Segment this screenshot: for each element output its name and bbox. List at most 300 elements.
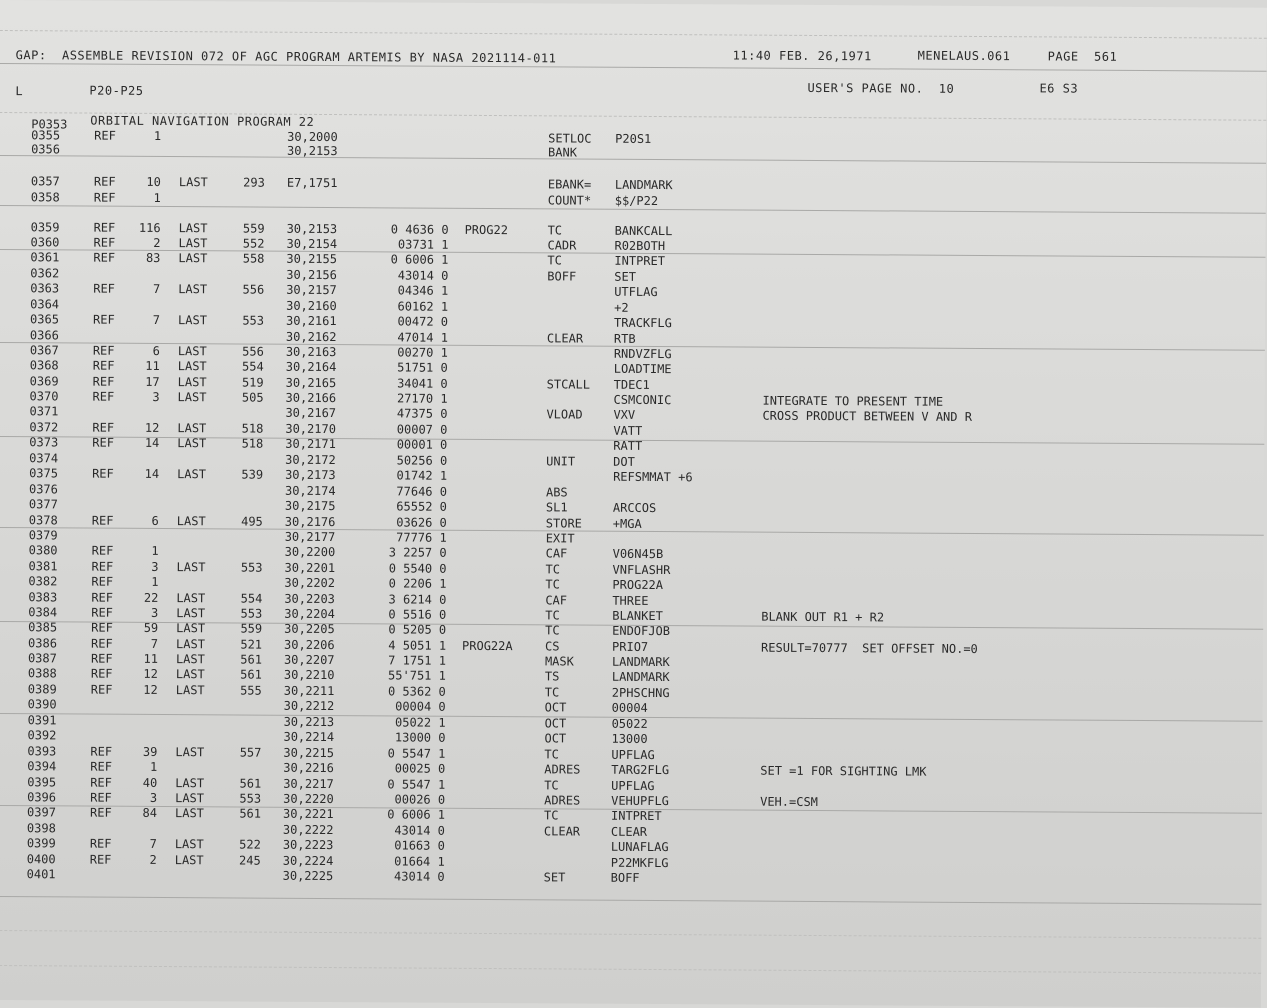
row-addr: 30,2214 (283, 730, 363, 745)
row-operand: UTFLAG (614, 285, 754, 301)
row-ref: REF (91, 606, 121, 621)
row-operand: VNFLASHR (612, 563, 752, 579)
row-lastn: 559 (226, 621, 262, 636)
row-ref: REF (94, 175, 124, 190)
row-op: CAF (545, 593, 609, 608)
row-word: 04346 1 (368, 283, 448, 298)
row-addr: 30,2166 (286, 391, 366, 406)
row-line: 0363 (30, 281, 80, 296)
row-operand: PROG22A (612, 578, 752, 594)
row-line: 0374 (29, 451, 79, 466)
row-addr: 30,2163 (286, 345, 366, 360)
row-ref: REF (93, 236, 123, 251)
row-addr: 30,2225 (283, 869, 363, 884)
row-ref: REF (90, 853, 120, 868)
row-line: 0395 (27, 775, 77, 790)
row-ref: REF (91, 560, 121, 575)
row-last: LAST (177, 514, 217, 529)
row-addr: 30,2153 (287, 222, 367, 237)
row-ref: REF (91, 683, 121, 698)
row-lastn: 505 (228, 390, 264, 405)
row-last: LAST (178, 359, 218, 374)
row-last: LAST (178, 390, 218, 405)
row-addr: 30,2164 (286, 360, 366, 375)
row-addr: 30,2175 (285, 499, 365, 514)
row-ref: REF (92, 436, 122, 451)
row-lastn: 561 (225, 806, 261, 821)
row-operand: VATT (613, 424, 753, 440)
row-op: SETLOC (548, 131, 612, 146)
row-word: 0 5547 1 (365, 777, 445, 792)
row-ref: REF (94, 129, 124, 144)
header-timestamp: 11:40 FEB. 26,1971 (733, 48, 872, 63)
row-operand: UPFLAG (611, 779, 751, 795)
row-operand: 2PHSCHNG (612, 686, 752, 702)
row-word: 00004 0 (366, 699, 446, 714)
row-operand: LANDMARK (612, 655, 752, 671)
row-line: 0362 (30, 266, 80, 281)
row-word: 47375 0 (367, 406, 447, 421)
row-line: 0389 (28, 682, 78, 697)
row-refn: 12 (126, 667, 158, 682)
row-last: LAST (178, 375, 218, 390)
row-operand: LUNAFLAG (611, 840, 751, 856)
row-line: 0359 (31, 220, 81, 235)
row-word: 03626 0 (367, 515, 447, 530)
row-word: 0 5362 0 (366, 684, 446, 699)
row-word: 4 5051 1 (366, 638, 446, 653)
row-op: VLOAD (546, 407, 610, 422)
row-ref: REF (94, 221, 124, 236)
row-line: 0369 (30, 374, 80, 389)
row-comment: SET =1 FOR SIGHTING LMK (760, 764, 1180, 782)
row-refn: 11 (128, 359, 160, 374)
row-op: BANK (548, 145, 612, 160)
row-line: 0378 (29, 513, 79, 528)
row-ref: REF (90, 745, 120, 760)
row-line: 0388 (28, 666, 78, 681)
row-refn: 14 (127, 436, 159, 451)
row-operand: CSMCONIC (614, 393, 754, 409)
row-addr: 30,2157 (286, 283, 366, 298)
row-word: 3 6214 0 (366, 592, 446, 607)
row-refn: 3 (125, 791, 157, 806)
row-comment: INTEGRATE TO PRESENT TIME (763, 394, 1183, 412)
row-word: 00007 0 (367, 422, 447, 437)
row-last: LAST (178, 251, 218, 266)
row-word: 51751 0 (368, 360, 448, 375)
row-label: PROG22 (465, 223, 535, 238)
row-op: SL1 (546, 500, 610, 515)
row-op: CAF (546, 546, 610, 561)
row-lastn: 553 (225, 791, 261, 806)
row-last: LAST (177, 436, 217, 451)
row-line: 0372 (29, 420, 79, 435)
row-line: 0361 (30, 250, 80, 265)
row-operand: RTB (614, 332, 754, 348)
row-line: 0400 (27, 852, 77, 867)
row-word: 0 4636 0 (369, 222, 449, 237)
header-left-tag: L (15, 84, 23, 98)
row-word: 43014 0 (368, 268, 448, 283)
row-refn: 7 (128, 282, 160, 297)
row-comment: VEH.=CSM (760, 795, 1180, 813)
row-comment (764, 179, 1184, 182)
row-word: 43014 0 (365, 823, 445, 838)
row-refn: 40 (125, 776, 157, 791)
row-operand: THREE (612, 594, 752, 610)
row-addr: 30,2213 (284, 715, 364, 730)
row-line: 0375 (29, 466, 79, 481)
row-line: 0380 (29, 543, 79, 558)
row-last: LAST (176, 652, 216, 667)
row-refn: 2 (128, 236, 160, 251)
row-ref: REF (93, 359, 123, 374)
row-addr: 30,2177 (285, 530, 365, 545)
row-operand (615, 121, 755, 122)
row-word: 60162 1 (368, 299, 448, 314)
row-word: 03731 1 (368, 237, 448, 252)
row-operand: ARCCOS (613, 501, 753, 517)
row-operand: +2 (614, 301, 754, 317)
row-addr: 30,2224 (283, 854, 363, 869)
row-last: LAST (175, 806, 215, 821)
row-word: 0 5516 0 (366, 607, 446, 622)
row-lastn: 558 (228, 251, 264, 266)
row-ref: REF (91, 591, 121, 606)
row-addr: 30,2223 (283, 838, 363, 853)
row-addr: 30,2172 (285, 453, 365, 468)
row-operand: INTPRET (614, 254, 754, 270)
row-refn: 1 (129, 191, 161, 206)
row-word: 00025 0 (365, 761, 445, 776)
row-operand (615, 146, 755, 147)
row-comment: RESULT=70777 SET OFFSET NO.=0 (761, 641, 1181, 659)
header-menelaus: MENELAUS.061 (918, 49, 1011, 64)
row-lastn: 561 (226, 667, 262, 682)
row-word: 00270 1 (368, 345, 448, 360)
row-lastn: 519 (228, 375, 264, 390)
row-operand: R02BOTH (614, 239, 754, 255)
row-op: SET (544, 870, 608, 885)
row-operand: TDEC1 (614, 378, 754, 394)
row-addr: 30,2210 (284, 668, 364, 683)
row-refn: 84 (125, 806, 157, 821)
row-op: CLEAR (547, 331, 611, 346)
row-operand (613, 486, 753, 487)
row-line: 0376 (29, 482, 79, 497)
row-operand: TARG2FLG (611, 763, 751, 779)
row-last: LAST (178, 344, 218, 359)
row-op: STCALL (547, 377, 611, 392)
row-op: EBANK= (548, 177, 612, 192)
row-addr: 30,2176 (285, 515, 365, 530)
row-refn: 22 (126, 591, 158, 606)
header-section: P20-P25 (89, 84, 143, 98)
row-last: LAST (175, 791, 215, 806)
row-word: 7 1751 1 (366, 653, 446, 668)
row-lastn: 553 (228, 313, 264, 328)
row-line: 0367 (30, 343, 80, 358)
header-users-page: USER'S PAGE NO. 10 (807, 81, 954, 96)
row-addr: 30,2155 (286, 252, 366, 267)
row-operand: PRIO7 (612, 640, 752, 656)
row-ref: REF (91, 652, 121, 667)
row-line: 0398 (27, 821, 77, 836)
row-addr: 30,2205 (284, 622, 364, 637)
row-operand: REFSMMAT +6 (613, 470, 753, 486)
row-lastn: 539 (227, 467, 263, 482)
row-operand (613, 532, 753, 533)
row-operand: LANDMARK (615, 178, 755, 194)
row-last: LAST (178, 282, 218, 297)
row-ref: REF (91, 667, 121, 682)
program-title: ORBITAL NAVIGATION PROGRAM 22 (90, 114, 314, 129)
row-addr: 30,2206 (284, 638, 364, 653)
row-word: 0 5205 0 (366, 622, 446, 637)
row-op: CADR (547, 238, 611, 253)
row-addr: 30,2200 (285, 545, 365, 560)
row-last: LAST (178, 236, 218, 251)
row-last: LAST (176, 591, 216, 606)
row-op: ADRES (544, 762, 608, 777)
row-refn: 83 (128, 251, 160, 266)
row-lastn: 559 (229, 221, 265, 236)
row-line: 0360 (30, 235, 80, 250)
row-op: EXIT (546, 531, 610, 546)
row-word: 01742 1 (367, 468, 447, 483)
row-line: 0390 (28, 697, 78, 712)
row-line: 0399 (27, 836, 77, 851)
row-operand: P20S1 (615, 132, 755, 148)
row-word: 00026 0 (365, 792, 445, 807)
row-refn: 6 (128, 344, 160, 359)
row-word: 0 2206 1 (366, 576, 446, 591)
row-lastn: 561 (226, 652, 262, 667)
row-line: 0396 (27, 790, 77, 805)
row-line: 0386 (28, 636, 78, 651)
row-last: LAST (176, 683, 216, 698)
row-line: 0382 (28, 574, 78, 589)
row-addr: 30,2153 (287, 144, 367, 159)
row-refn: 7 (128, 313, 160, 328)
row-word: 50256 0 (367, 453, 447, 468)
row-operand: VXV (613, 408, 753, 424)
row-op: TC (545, 577, 609, 592)
row-last: LAST (175, 745, 215, 760)
listing-rows (0, 0, 1267, 8)
row-last: LAST (177, 467, 217, 482)
row-addr: 30,2160 (286, 299, 366, 314)
row-ref: REF (90, 837, 120, 852)
row-line: 0368 (30, 358, 80, 373)
row-refn: 7 (126, 637, 158, 652)
row-operand: BANKCALL (615, 224, 755, 240)
row-addr: 30,2212 (284, 699, 364, 714)
row-op: MASK (545, 654, 609, 669)
row-operand: V06N45B (613, 547, 753, 563)
row-ref: REF (90, 776, 120, 791)
row-line: 0385 (28, 620, 78, 635)
row-label: PROG22A (462, 639, 532, 654)
row-operand: TRACKFLG (614, 316, 754, 332)
row-operand: LOADTIME (614, 362, 754, 378)
row-addr: 30,2222 (283, 823, 363, 838)
row-operand: RATT (613, 439, 753, 455)
row-addr: 30,2202 (284, 576, 364, 591)
row-word: 00001 0 (367, 437, 447, 452)
row-word: 0 6006 1 (365, 807, 445, 822)
row-ref: REF (92, 467, 122, 482)
row-ref: REF (91, 621, 121, 636)
row-ref: REF (90, 791, 120, 806)
row-line: 0391 (28, 713, 78, 728)
row-lastn: 521 (226, 637, 262, 652)
row-lastn: 554 (226, 591, 262, 606)
row-addr: 30,2203 (284, 592, 364, 607)
row-op: OCT (544, 731, 608, 746)
row-ref: REF (91, 575, 121, 590)
row-op: BOFF (547, 269, 611, 284)
row-ref: REF (93, 282, 123, 297)
row-line: 0357 (31, 174, 81, 189)
row-refn: 1 (125, 760, 157, 775)
row-ref: REF (93, 251, 123, 266)
row-addr: 30,2156 (286, 268, 366, 283)
row-ref: REF (92, 421, 122, 436)
row-operand: $$/P22 (615, 194, 755, 210)
row-refn: 3 (126, 560, 158, 575)
row-op: ABS (546, 485, 610, 500)
row-line: 0401 (27, 867, 77, 882)
row-operand: SET (614, 270, 754, 286)
row-operand: BLANKET (612, 609, 752, 625)
row-last: LAST (176, 667, 216, 682)
row-line: 0370 (30, 389, 80, 404)
row-last: LAST (176, 637, 216, 652)
row-line: 0383 (28, 590, 78, 605)
row-operand: LANDMARK (612, 670, 752, 686)
row-last: LAST (179, 221, 219, 236)
row-refn: 2 (125, 853, 157, 868)
row-refn: 12 (127, 421, 159, 436)
row-line: 0379 (29, 528, 79, 543)
row-refn: 10 (129, 175, 161, 190)
row-addr: 30,2215 (283, 746, 363, 761)
row-addr: 30,2000 (287, 130, 367, 145)
row-refn: 1 (127, 544, 159, 559)
row-line: 0373 (29, 435, 79, 450)
row-line: 0365 (30, 312, 80, 327)
row-op: STORE (546, 516, 610, 531)
row-line: 0394 (27, 759, 77, 774)
row-operand: UPFLAG (611, 748, 751, 764)
row-ref: REF (94, 191, 124, 206)
row-line: 0387 (28, 651, 78, 666)
row-refn: 11 (126, 652, 158, 667)
row-refn: 1 (129, 129, 161, 144)
row-comment (764, 122, 1184, 125)
row-word: 55'751 1 (366, 668, 446, 683)
row-lastn: 518 (227, 421, 263, 436)
row-lastn: 557 (225, 745, 261, 760)
row-refn: 12 (126, 683, 158, 698)
row-word: 0 5547 1 (365, 746, 445, 761)
row-addr: 30,2216 (283, 761, 363, 776)
row-refn: 17 (128, 375, 160, 390)
row-word: 01663 0 (365, 838, 445, 853)
row-op: TC (548, 223, 612, 238)
row-op: TC (545, 562, 609, 577)
row-ref: REF (90, 806, 120, 821)
row-addr: 30,2171 (285, 437, 365, 452)
row-refn: 3 (126, 606, 158, 621)
row-last: LAST (179, 175, 219, 190)
row-lastn: 522 (225, 837, 261, 852)
row-ref: REF (91, 637, 121, 652)
row-addr: 30,2204 (284, 607, 364, 622)
header-title: GAP: ASSEMBLE REVISION 072 OF AGC PROGRAM ARTEMIS BY NASA 2021114-011 (16, 48, 557, 65)
row-ref: REF (93, 375, 123, 390)
row-line: 0381 (28, 559, 78, 574)
row-op: OCT (545, 700, 609, 715)
row-comment: BLANK OUT R1 + R2 (761, 610, 1181, 628)
row-operand: INTPRET (611, 809, 751, 825)
row-op: TC (545, 685, 609, 700)
row-line: 0393 (27, 744, 77, 759)
row-addr: 30,2201 (284, 561, 364, 576)
row-word: 77776 1 (367, 530, 447, 545)
row-operand: RNDVZFLG (614, 347, 754, 363)
row-line: 0356 (31, 142, 81, 157)
row-op: UNIT (546, 454, 610, 469)
row-addr: 30,2217 (283, 777, 363, 792)
row-lastn: 556 (228, 344, 264, 359)
row-lastn: 561 (225, 776, 261, 791)
row-word: 34041 0 (368, 376, 448, 391)
row-addr: 30,2165 (286, 376, 366, 391)
row-addr: 30,2154 (286, 237, 366, 252)
row-operand: 13000 (611, 732, 751, 748)
header-code: E6 S3 (1039, 81, 1078, 95)
row-operand: DOT (613, 455, 753, 471)
row-lastn: 552 (228, 236, 264, 251)
row-addr: 30,2161 (286, 314, 366, 329)
row-addr: 30,2167 (285, 406, 365, 421)
row-refn: 14 (127, 467, 159, 482)
row-refn: 116 (129, 221, 161, 236)
row-refn: 3 (128, 390, 160, 405)
row-word: 47014 1 (368, 330, 448, 345)
row-op: COUNT* (548, 193, 612, 208)
row-operand: +MGA (613, 517, 753, 533)
row-lastn: 553 (226, 560, 262, 575)
row-last: LAST (176, 606, 216, 621)
row-lastn: 245 (225, 853, 261, 868)
row-refn: 6 (127, 514, 159, 529)
row-ref: REF (93, 313, 123, 328)
row-word: 0 5540 0 (366, 561, 446, 576)
row-operand: BOFF (611, 871, 751, 887)
row-word: 00472 0 (368, 314, 448, 329)
row-refn: 59 (126, 621, 158, 636)
row-line: 0364 (30, 297, 80, 312)
row-addr: 30,2220 (283, 792, 363, 807)
row-operand: P22MKFLG (611, 856, 751, 872)
row-word: 65552 0 (367, 499, 447, 514)
row-word: 01664 1 (365, 854, 445, 869)
row-ref: REF (90, 760, 120, 775)
